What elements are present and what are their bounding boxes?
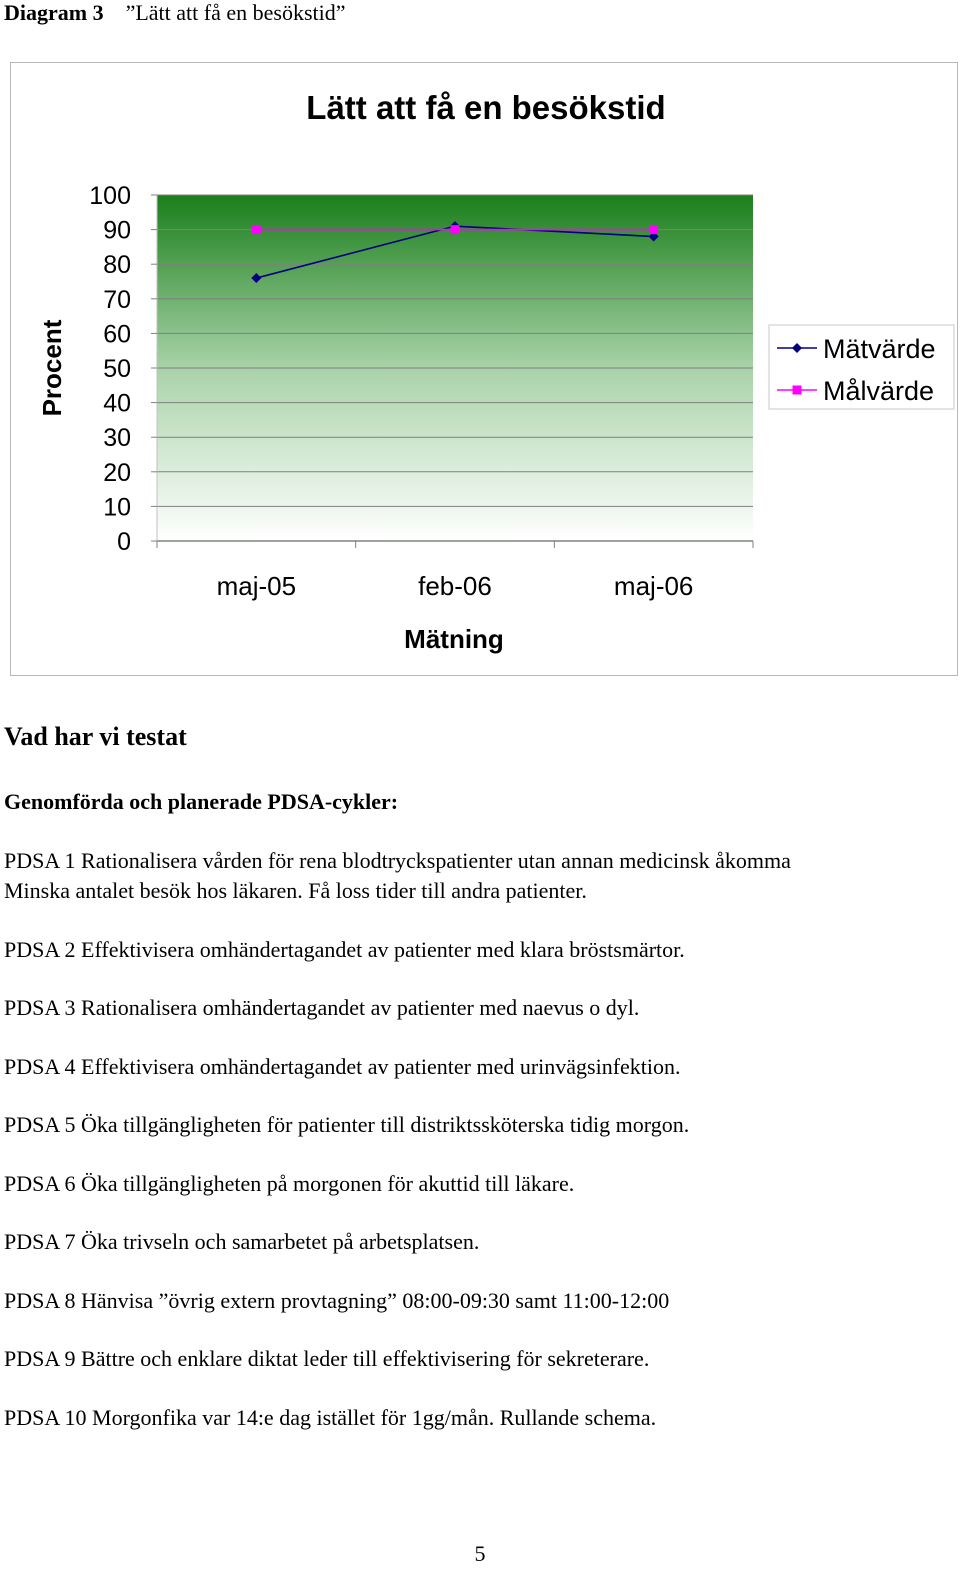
pdsa-line: PDSA 4 Effektivisera omhändertagandet av patienter med urinvägsinfektion. bbox=[4, 1053, 681, 1079]
data-point bbox=[252, 225, 261, 234]
line-chart bbox=[11, 63, 957, 675]
y-tick-label: 20 bbox=[103, 458, 131, 487]
diagram-quoted-title: ”Lätt att få en besökstid” bbox=[125, 0, 346, 25]
chart-container bbox=[10, 62, 958, 676]
list-item bbox=[4, 1110, 954, 1140]
pdsa-line: PDSA 10 Morgonfika var 14:e dag istället för 1gg/mån. Rullande schema. bbox=[4, 1404, 657, 1430]
list-item bbox=[4, 1344, 954, 1374]
pdsa-line: PDSA 5 Öka tillgängligheten för patienter till distriktssköterska tidig morgon. bbox=[4, 1112, 690, 1137]
list-item bbox=[4, 935, 954, 965]
pdsa-list bbox=[4, 846, 954, 1461]
pdsa-line: PDSA 2 Effektivisera omhändertagandet av patienter med klara bröstsmärtor. bbox=[4, 936, 685, 962]
list-item bbox=[4, 846, 954, 906]
pdsa-line: PDSA 3 Rationalisera omhändertagandet av patienter med naevus o dyl. bbox=[4, 995, 640, 1020]
y-tick-label: 30 bbox=[103, 424, 131, 453]
x-tick-label: maj-06 bbox=[613, 571, 694, 601]
y-tick-label: 40 bbox=[103, 389, 131, 418]
y-tick-label: 50 bbox=[103, 355, 131, 383]
y-tick-label: 100 bbox=[89, 182, 131, 210]
legend-marker bbox=[793, 386, 802, 395]
pdsa-line: PDSA 9 Bättre och enklare diktat leder till effektivisering för sekreterare. bbox=[4, 1346, 650, 1371]
section-subtitle: Genomförda och planerade PDSA-cykler: bbox=[4, 789, 399, 814]
diagram-heading bbox=[4, 0, 346, 26]
list-item bbox=[4, 1403, 954, 1433]
y-tick-label: 90 bbox=[103, 216, 131, 245]
y-tick-label: 80 bbox=[103, 251, 131, 280]
legend-label: Mätvärde bbox=[823, 334, 936, 364]
legend-label: Målvärde bbox=[823, 376, 935, 406]
x-tick-label: feb-06 bbox=[418, 571, 492, 601]
section-title: Vad har vi testat bbox=[4, 722, 187, 751]
y-axis-label: Procent bbox=[37, 319, 67, 417]
list-item bbox=[4, 1286, 954, 1316]
y-tick-label: 10 bbox=[103, 493, 131, 522]
x-tick-label: maj-05 bbox=[216, 571, 297, 601]
y-tick-label: 0 bbox=[117, 528, 131, 556]
list-item bbox=[4, 1052, 954, 1082]
x-axis-label: Mätning bbox=[404, 624, 504, 654]
page-number: 5 bbox=[474, 1541, 486, 1566]
y-tick-label: 70 bbox=[103, 285, 131, 314]
pdsa-line: PDSA 6 Öka tillgängligheten på morgonen för akuttid till läkare. bbox=[4, 1170, 575, 1196]
list-item bbox=[4, 1169, 954, 1199]
pdsa-line: Minska antalet besök hos läkaren. Få loss tider till andra patienter. bbox=[4, 878, 587, 903]
chart-title: Lätt att få en besökstid bbox=[306, 89, 666, 126]
pdsa-line: PDSA 8 Hänvisa ”övrig extern provtagning” 08:00-09:30 samt 11:00-12:00 bbox=[4, 1287, 670, 1313]
data-point bbox=[649, 225, 658, 234]
pdsa-line: PDSA 1 Rationalisera vården för rena blodtryckspatienter utan annan medicinsk åkomma bbox=[4, 848, 791, 873]
data-point bbox=[451, 225, 460, 234]
pdsa-line: PDSA 7 Öka trivseln och samarbetet på arbetsplatsen. bbox=[4, 1229, 480, 1254]
list-item bbox=[4, 993, 954, 1023]
list-item bbox=[4, 1227, 954, 1257]
diagram-label: Diagram 3 bbox=[4, 0, 104, 25]
y-tick-label: 60 bbox=[103, 320, 131, 349]
